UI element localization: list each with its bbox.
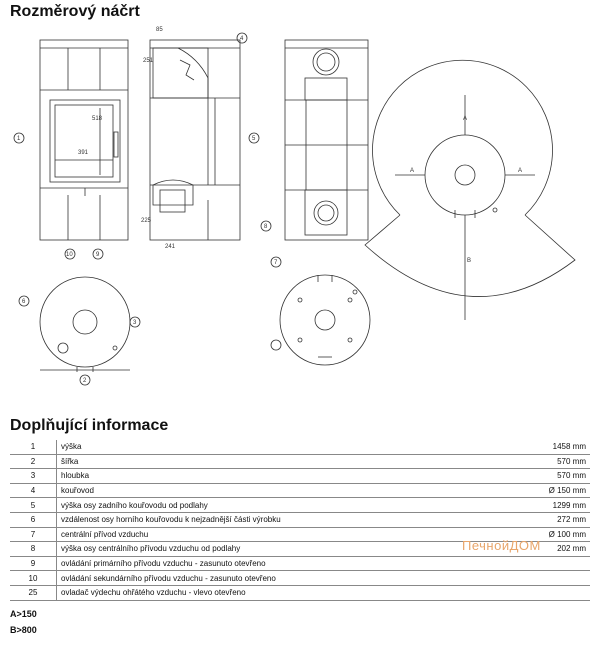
row-value: 1299 mm xyxy=(492,498,590,513)
row-label: výška xyxy=(57,440,493,454)
callout-1: 1 xyxy=(17,136,21,142)
callout-3: 3 xyxy=(133,320,137,326)
row-label: výška osy zadního kouřovodu od podlahy xyxy=(57,498,493,513)
row-number: 3 xyxy=(10,469,57,484)
dim-518: 518 xyxy=(92,116,103,122)
row-label: centrální přívod vzduchu xyxy=(57,527,493,542)
row-value: 202 mm xyxy=(492,542,590,557)
row-value: 570 mm xyxy=(492,454,590,469)
row-label: hloubka xyxy=(57,469,493,484)
row-number: 4 xyxy=(10,483,57,498)
row-label: ovladač výdechu ohřátého vzduchu - vlevo otevřeno xyxy=(57,585,493,600)
table-row xyxy=(10,469,590,484)
row-value: 1458 mm xyxy=(492,440,590,454)
table-row xyxy=(10,440,590,454)
row-value: 272 mm xyxy=(492,512,590,527)
side-view xyxy=(150,40,240,240)
callout-4: 4 xyxy=(240,36,244,42)
dim-251: 251 xyxy=(143,58,154,64)
info-table xyxy=(10,440,590,601)
row-value xyxy=(492,585,590,600)
row-number: 5 xyxy=(10,498,57,513)
row-value: Ø 150 mm xyxy=(492,483,590,498)
top-view xyxy=(40,277,130,372)
clearance-view xyxy=(365,60,575,320)
page-title: Rozměrový náčrt xyxy=(10,3,140,20)
note-a: A>150 xyxy=(10,609,37,619)
table-row xyxy=(10,512,590,527)
row-value: Ø 100 mm xyxy=(492,527,590,542)
callout-10: 10 xyxy=(66,252,73,258)
callouts xyxy=(14,33,281,385)
row-number: 25 xyxy=(10,585,57,600)
table-row xyxy=(10,556,590,571)
note-b: B>800 xyxy=(10,625,37,635)
callout-8: 8 xyxy=(264,224,268,230)
callout-6: 6 xyxy=(22,299,26,305)
table-row xyxy=(10,483,590,498)
clearance-b: B xyxy=(467,258,472,264)
row-number: 1 xyxy=(10,440,57,454)
row-label: výška osy centrálního přívodu vzduchu od podlahy xyxy=(57,542,493,557)
dim-391: 391 xyxy=(78,150,89,156)
watermark-logo: ПечнойДОМ xyxy=(462,538,541,553)
front-view xyxy=(40,40,128,240)
callout-9: 9 xyxy=(96,252,100,258)
row-label: vzdálenost osy horního kouřovodu k nejzadnější části výrobku xyxy=(57,512,493,527)
table-row xyxy=(10,585,590,600)
row-label: ovládání sekundárního přívodu vzduchu - zasunuto otevřeno xyxy=(57,571,493,586)
row-label: ovládání primárního přívodu vzduchu - zasunuto otevřeno xyxy=(57,556,493,571)
callout-5: 5 xyxy=(252,136,256,142)
clearance-a-top: A xyxy=(463,116,468,122)
info-title: Doplňující informace xyxy=(10,417,169,434)
row-number: 6 xyxy=(10,512,57,527)
dim-241: 241 xyxy=(165,244,176,250)
table-row xyxy=(10,454,590,469)
row-value xyxy=(492,556,590,571)
bottom-view xyxy=(280,275,370,365)
clearance-a-left: A xyxy=(410,168,415,174)
row-number: 7 xyxy=(10,527,57,542)
table-row xyxy=(10,571,590,586)
back-view xyxy=(285,40,368,240)
clearance-a-right: A xyxy=(518,168,523,174)
callout-2: 2 xyxy=(83,378,87,384)
row-value xyxy=(492,571,590,586)
row-label: kouřovod xyxy=(57,483,493,498)
row-number: 8 xyxy=(10,542,57,557)
row-number: 9 xyxy=(10,556,57,571)
row-value: 570 mm xyxy=(492,469,590,484)
table-row xyxy=(10,498,590,513)
row-number: 10 xyxy=(10,571,57,586)
dim-225: 225 xyxy=(141,218,152,224)
row-number: 2 xyxy=(10,454,57,469)
row-label: šířka xyxy=(57,454,493,469)
callout-7: 7 xyxy=(274,260,278,266)
dim-85: 85 xyxy=(156,27,163,33)
